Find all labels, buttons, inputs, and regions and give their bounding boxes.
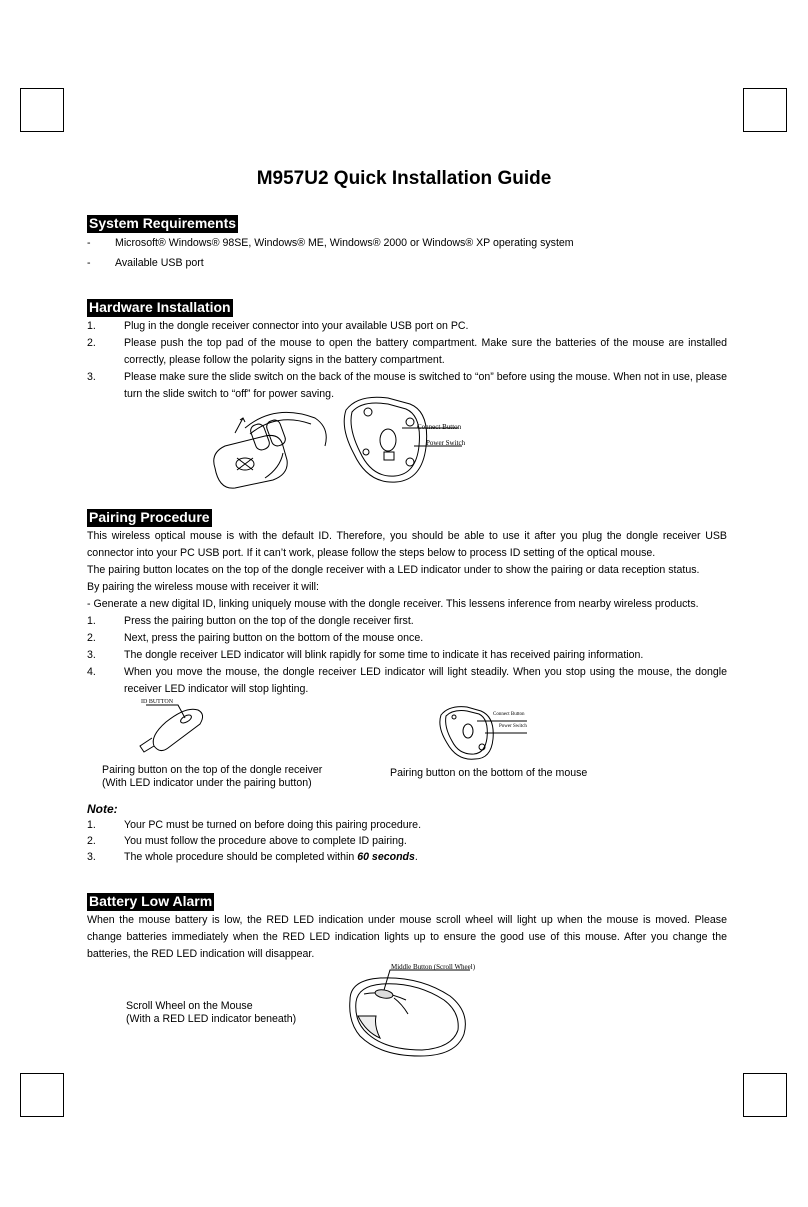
scroll-wheel-label: Middle Button (Scroll Wheel) (391, 963, 476, 971)
id-button-label: ID BUTTON (141, 699, 174, 705)
registration-mark-bottom-left (20, 1073, 64, 1117)
section-heading: Pairing Procedure (89, 509, 210, 525)
list-item: 1. Plug in the dongle receiver connector into your available USB port on PC. (87, 320, 469, 332)
list-item: 2. Please push the top pad of the mouse to open the battery compartment. Make sure the batteries of the mouse are installed correctly, please follow the polarity signs in the battery compartment. (87, 337, 727, 366)
list-item: 2. You must follow the procedure above to complete ID pairing. (87, 835, 407, 847)
paragraph: By pairing the wireless mouse with receiver it will: (87, 581, 319, 593)
connect-button-label: Connect Button (493, 712, 525, 717)
list-item: 1. Press the pairing button on the top of the dongle receiver first. (87, 615, 414, 627)
registration-mark-top-left (20, 88, 64, 132)
list-item: 1. Your PC must be turned on before doing this pairing procedure. (87, 819, 422, 831)
connect-button-label: Connect Button (417, 423, 462, 431)
section-heading: Battery Low Alarm (89, 893, 213, 909)
mouse-bottom-caption: Pairing button on the bottom of the mouse (390, 767, 588, 779)
emphasis: 60 seconds (357, 851, 415, 863)
power-switch-label: Power Switch (499, 724, 527, 729)
registration-mark-top-right (743, 88, 787, 132)
list-item: 3. Please make sure the slide switch on the back of the mouse is switched to “on” before using the mouse. When not in use, please turn the slide switch to “off” for power saving. (87, 371, 727, 400)
list-item: - Microsoft® Windows® 98SE, Windows® ME, Windows® 2000 or Windows® XP operating system (87, 237, 574, 249)
mouse-bottom-illustration (338, 392, 488, 487)
battery-compartment-illustration (205, 398, 335, 490)
list-item: 4. When you move the mouse, the dongle receiver LED indicator will light steadily. When you stop using the mouse, the dongle receiver LED indicator will stop lighting. (87, 666, 727, 695)
scroll-wheel-mouse-illustration (340, 960, 480, 1060)
hardware-installation-section (87, 299, 727, 403)
dongle-receiver-illustration (138, 700, 210, 758)
registration-mark-bottom-right (743, 1073, 787, 1117)
system-requirements-section (87, 215, 727, 272)
battery-low-alarm-section (87, 893, 727, 963)
pairing-procedure-section (87, 509, 727, 698)
list-item: 3. The whole procedure should be completed within 60 seconds. (87, 851, 418, 863)
paragraph: This wireless optical mouse is with the default ID. Therefore, you should be able to use it after you plug the dongle receiver USB connector into your PC USB port. If it can’t work, please follow the steps below to process ID setting of the optical mouse. (87, 530, 727, 559)
list-item: - Available USB port (87, 257, 204, 269)
list-item: 3. The dongle receiver LED indicator will blink rapidly for some time to indicate it has received pairing information. (87, 649, 644, 661)
paragraph: When the mouse battery is low, the RED LED indication under mouse scroll wheel will light up when the mouse is moved. Please change batteries immediately when the RED LED indication lights up to ensure the good use of this mouse. After you change the batteries, the RED LED indication will disappear. (87, 914, 727, 960)
list-item: 2. Next, press the pairing button on the bottom of the mouse once. (87, 632, 424, 644)
note-section (87, 801, 727, 865)
mouse-bottom-pairing-illustration (437, 703, 537, 761)
section-heading: System Requirements (89, 215, 237, 231)
power-switch-label: Power Switch (426, 439, 466, 447)
scroll-wheel-caption: Scroll Wheel on the Mouse (With a RED LED indicator beneath) (126, 1000, 297, 1025)
page-title: M957U2 Quick Installation Guide (256, 168, 552, 189)
section-heading: Hardware Installation (89, 299, 231, 315)
paragraph: - Generate a new digital ID, linking uniquely mouse with the dongle receiver. This lessens inference from nearby wireless products. (87, 598, 699, 610)
paragraph: The pairing button locates on the top of the dongle receiver with a LED indicator under to show the pairing or data reception status. (87, 564, 700, 576)
note-heading: Note: (87, 802, 118, 816)
dongle-caption: Pairing button on the top of the dongle receiver (With LED indicator under the pairing button) (102, 764, 323, 789)
